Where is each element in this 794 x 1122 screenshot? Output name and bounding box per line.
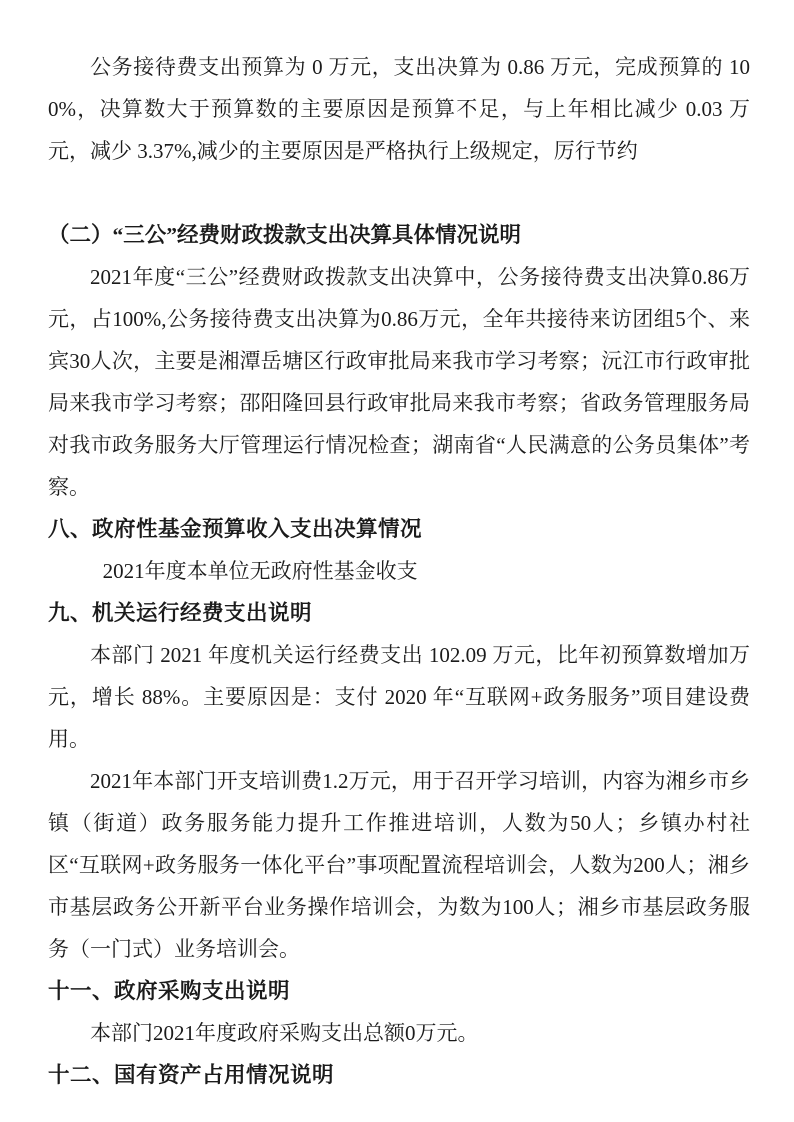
heading-section-9-operating-expense: 九、机关运行经费支出说明	[48, 601, 313, 625]
paragraph-section-11-procurement-total: 本部门2021年度政府采购支出总额0万元。	[90, 1021, 479, 1045]
heading-section-8-government-funds: 八、政府性基金预算收入支出决算情况	[48, 517, 423, 541]
paragraph-section-9-operating-expense: 本部门 2021 年度机关运行经费支出 102.09 万元，比年初预算数增加万元，增长 88%。主要原因是：支付 2020 年“互联网+政务服务”项目建设费用。	[48, 643, 750, 751]
paragraph-section-8-no-fund: 2021年度本单位无政府性基金收支	[102, 559, 418, 583]
paragraph-sangong-expense-detail: 2021年度“三公”经费财政拨款支出决算中，公务接待费支出决算0.86万元，占100%,公务接待费支出决算为0.86万元，全年共接待来访团组5个、来宾30人次，主要是湘潭岳塘区行政审批局来我市学习考察；沅江市行政审批局来我市学习考察；邵阳隆回县行政审批局来我市考察；省政务管理服务局对我市政务服务大厅管理运行情况检查；湖南省“人民满意的公务员集体”考察。	[48, 265, 750, 499]
heading-section-11-procurement: 十一、政府采购支出说明	[48, 979, 291, 1003]
heading-sangong-expense-detail: （二）“三公”经费财政拨款支出决算具体情况说明	[48, 223, 522, 247]
paragraph-reception-expense-summary: 公务接待费支出预算为 0 万元，支出决算为 0.86 万元，完成预算的 100%，决算数大于预算数的主要原因是预算不足，与上年相比减少 0.03 万元，减少 3.37%,减少的主要原因是严格执行上级规定，厉行节约	[48, 55, 750, 163]
heading-section-12-state-assets: 十二、国有资产占用情况说明	[48, 1063, 335, 1087]
paragraph-section-9-training-expense: 2021年本部门开支培训费1.2万元，用于召开学习培训，内容为湘乡市乡镇（街道）政务服务能力提升工作推进培训，人数为50人；乡镇办村社区“互联网+政务服务一体化平台”事项配置流程培训会，人数为200人；湘乡市基层政务公开新平台业务操作培训会，为数为100人；湘乡市基层政务服务（一门式）业务培训会。	[48, 769, 750, 961]
